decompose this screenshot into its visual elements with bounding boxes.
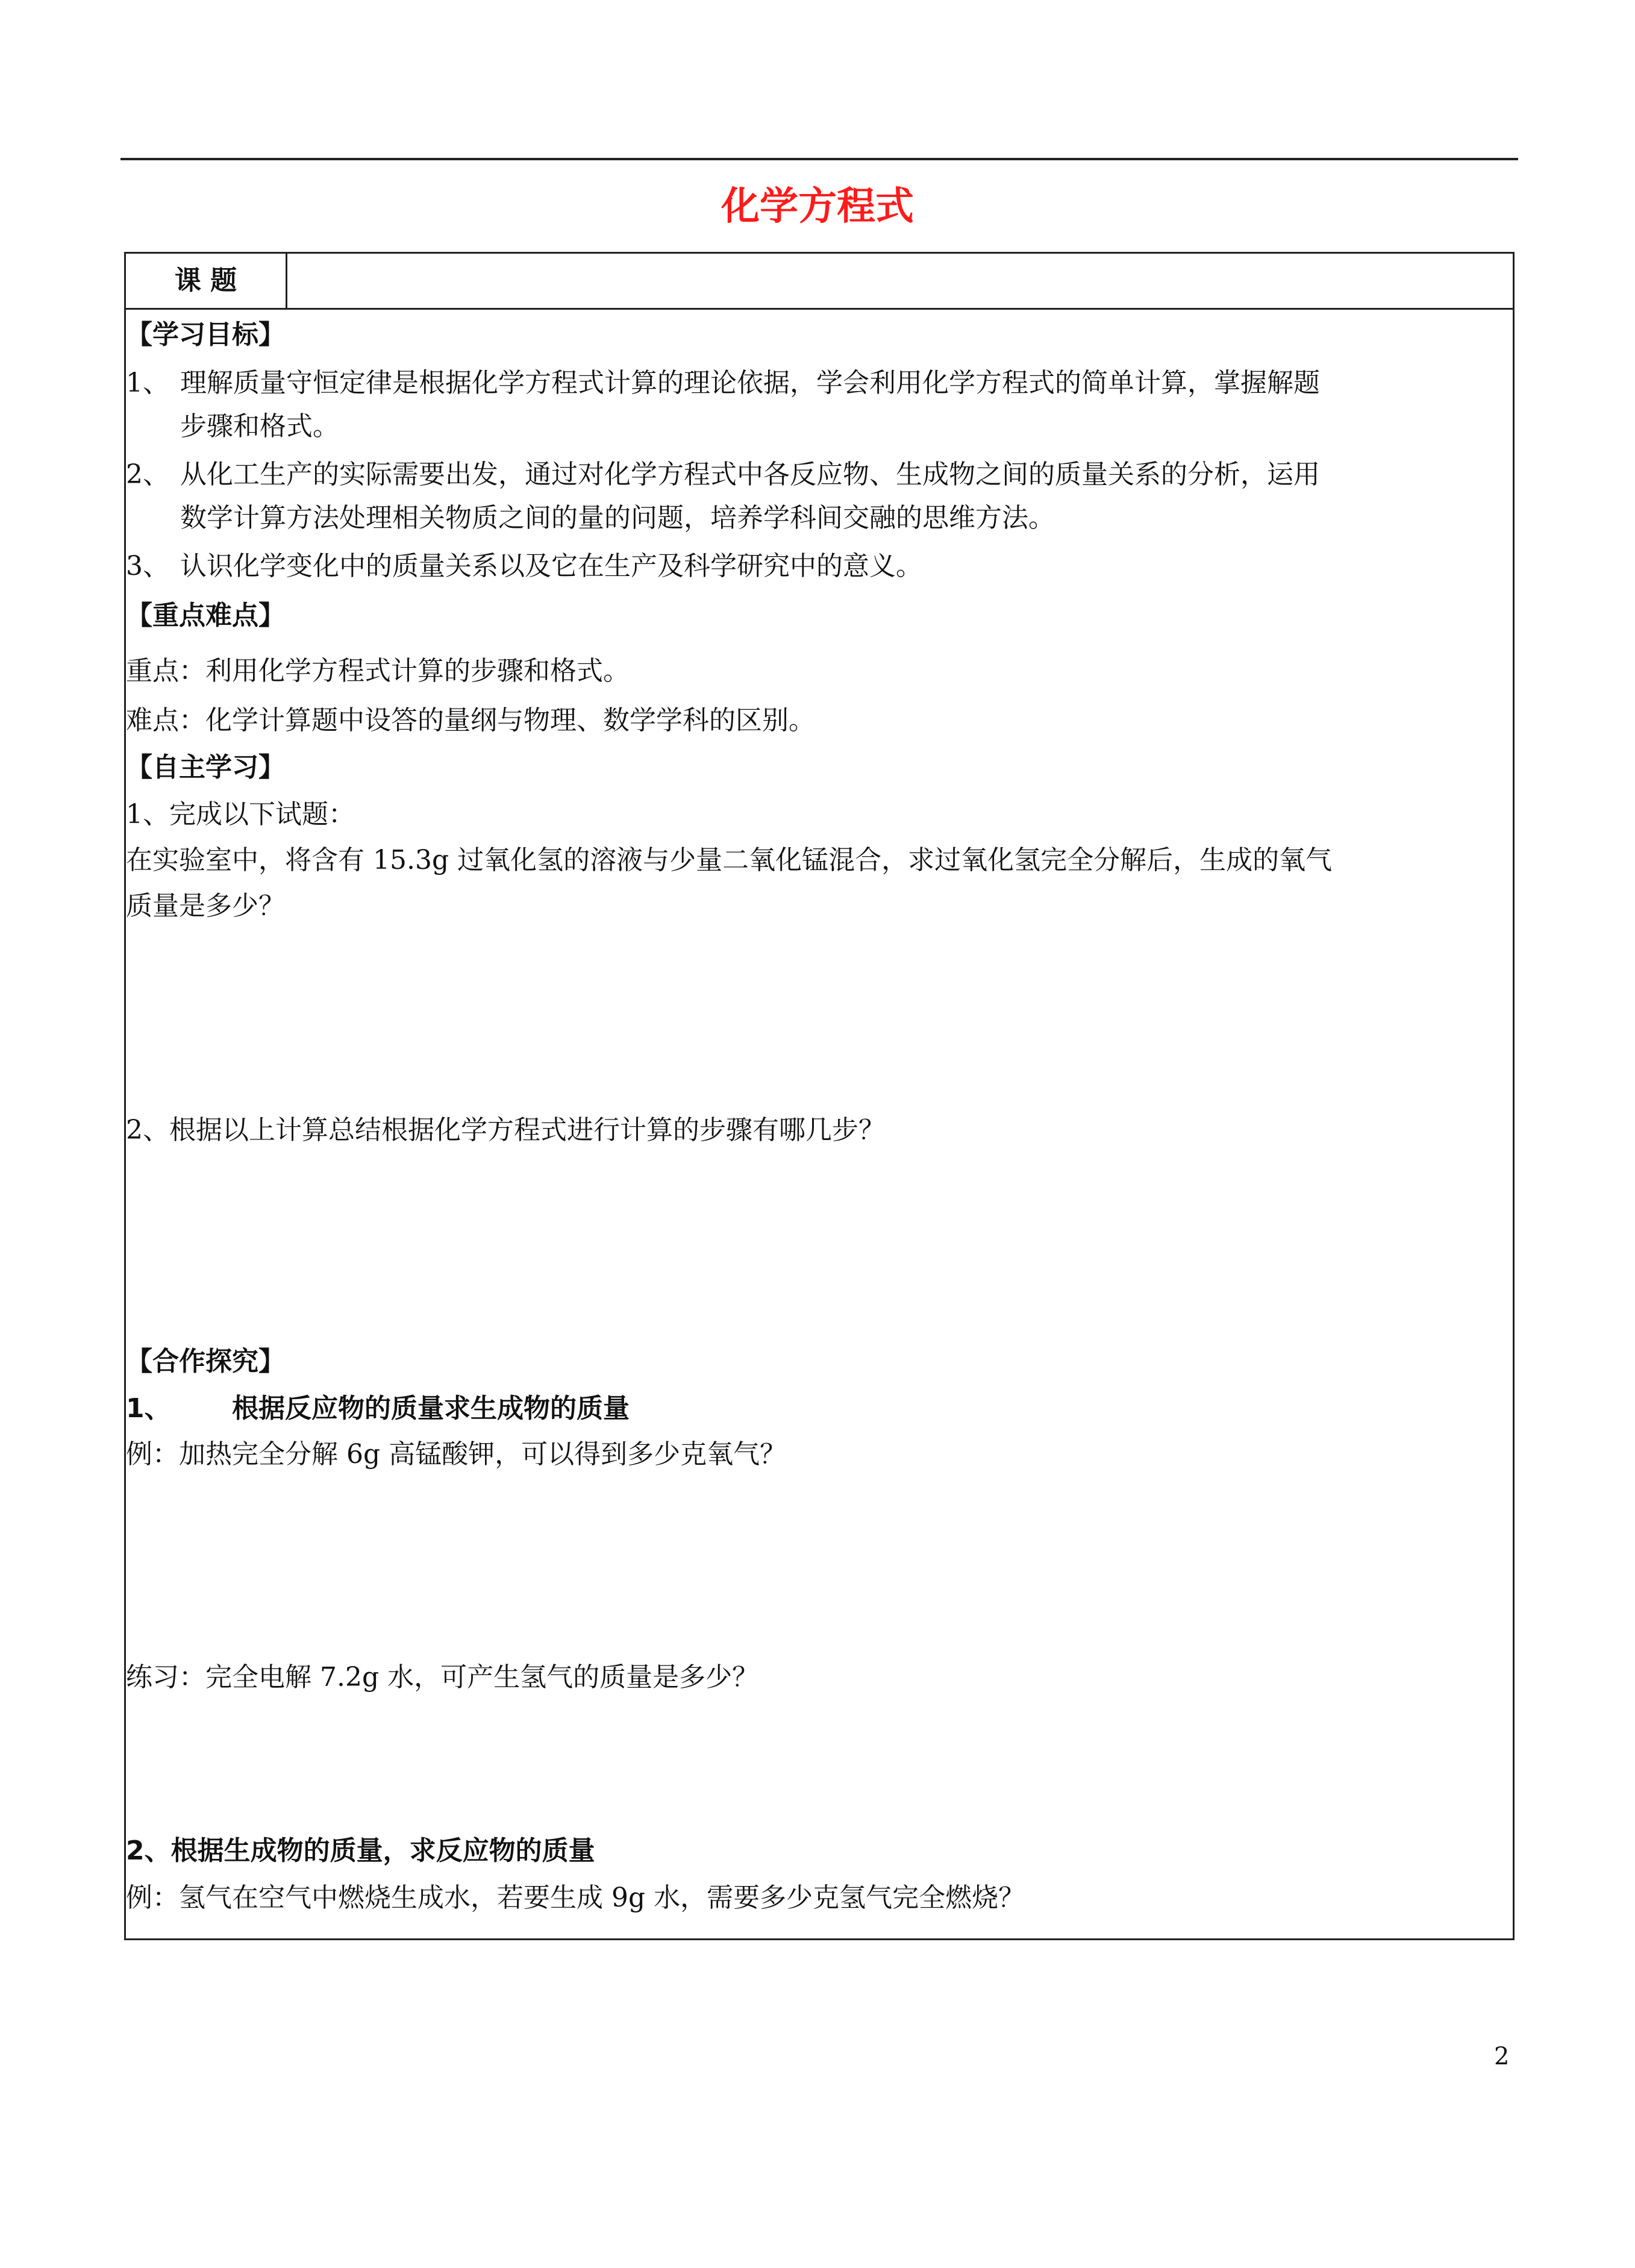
part2-title: 2、根据生成物的质量，求反应物的质量 bbox=[126, 1835, 595, 1866]
page-title: 化学方程式 bbox=[721, 184, 914, 229]
selfstudy-q1-line1: 在实验室中，将含有 15.3g 过氧化氢的溶液与少量二氧化锰混合，求过氧化氢完全分解后，生成的氧气 bbox=[126, 845, 1333, 876]
topic-label: 课 题 bbox=[126, 254, 287, 308]
objective-text-1a: 理解质量守恒定律是根据化学方程式计算的理论依据，学会利用化学方程式的简单计算，掌握解题 bbox=[180, 368, 1320, 398]
page-number: 2 bbox=[1494, 2043, 1510, 2070]
header-rule bbox=[120, 158, 1518, 160]
part1-title: 根据反应物的质量求生成物的质量 bbox=[232, 1393, 630, 1424]
objective-num-3: 3、 bbox=[126, 551, 169, 581]
objective-text-2b: 数学计算方法处理相关物质之间的量的问题，培养学科间交融的思维方法。 bbox=[180, 503, 1055, 533]
objective-text-3: 认识化学变化中的质量关系以及它在生产及科学研究中的意义。 bbox=[180, 551, 922, 581]
selfstudy-q1-line2: 质量是多少？ bbox=[126, 891, 285, 921]
selfstudy-heading: 【自主学习】 bbox=[126, 752, 285, 783]
selfstudy-q1-intro: 1、完成以下试题： bbox=[126, 799, 355, 830]
keypoints-heading: 【重点难点】 bbox=[126, 600, 285, 631]
example-2: 例：氢气在空气中燃烧生成水，若要生成 9g 水，需要多少克氢气完全燃烧？ bbox=[126, 1882, 1025, 1913]
objectives-heading: 【学习目标】 bbox=[126, 319, 285, 350]
objective-item-3 bbox=[126, 545, 922, 587]
focus-text: 重点：利用化学方程式计算的步骤和格式。 bbox=[126, 656, 630, 686]
part1-num: 1、 bbox=[126, 1393, 171, 1424]
practice-1: 练习：完全电解 7.2g 水，可产生氢气的质量是多少？ bbox=[126, 1662, 759, 1693]
topic-row bbox=[126, 254, 1513, 310]
objective-num-1: 1、 bbox=[126, 368, 169, 398]
difficulty-text: 难点：化学计算题中设答的量纲与物理、数学学科的区别。 bbox=[126, 705, 815, 736]
objective-item-1 bbox=[126, 362, 1320, 404]
cooperative-heading: 【合作探究】 bbox=[126, 1346, 285, 1377]
objective-text-1b: 步骤和格式。 bbox=[180, 411, 339, 442]
objective-item-2 bbox=[126, 454, 1320, 496]
objective-num-2: 2、 bbox=[126, 459, 169, 490]
example-1: 例：加热完全分解 6g 高锰酸钾，可以得到多少克氧气？ bbox=[126, 1439, 787, 1470]
part1-title-row bbox=[126, 1388, 630, 1430]
worksheet-table bbox=[124, 252, 1515, 1940]
selfstudy-q2: 2、根据以上计算总结根据化学方程式进行计算的步骤有哪几步？ bbox=[126, 1115, 885, 1145]
objective-text-2a: 从化工生产的实际需要出发，通过对化学方程式中各反应物、生成物之间的质量关系的分析，运用 bbox=[180, 459, 1320, 490]
